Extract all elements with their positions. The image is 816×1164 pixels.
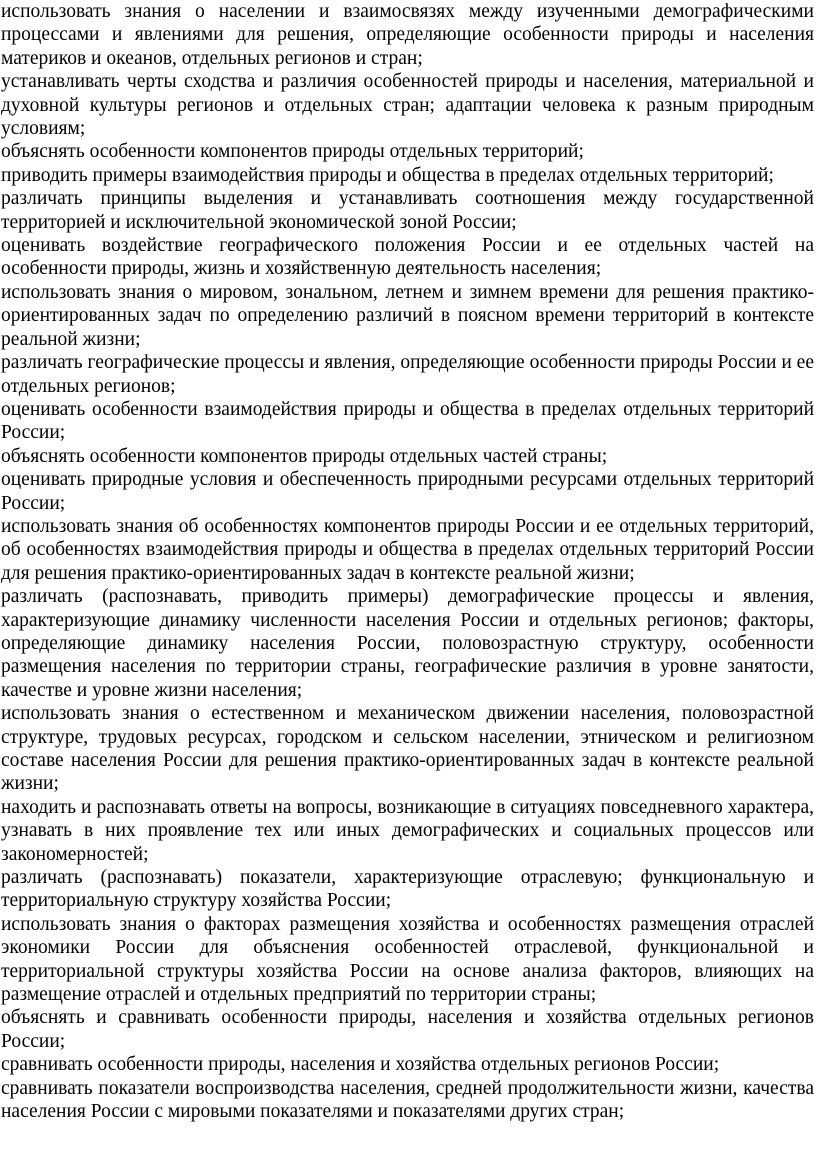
paragraph-10: объяснять особенности компонентов природы отдельных частей страны; <box>1 445 608 467</box>
paragraph-3: объяснять особенности компонентов природы отдельных территорий; <box>1 141 584 163</box>
paragraph-19: сравнивать особенности природы, населения и хозяйства отдельных регионов России; <box>1 1054 720 1076</box>
paragraph-13: различать (распознавать, приводить примеры) демографические процессы и явления, характеризующие динамику численности населения России и отдельных регионов; факторы, определяющие динамику населения России, половозрастную структуру, особенности размещения населения по территории страны, географические различия в уровне занятости, качестве и уровне жизни населения; <box>1 586 814 701</box>
paragraph-20: сравнивать показатели воспроизводства населения, средней продолжительности жизни, качества населения России с мировыми показателями и показателями других стран; <box>1 1077 814 1123</box>
paragraph-1: использовать знания о населении и взаимосвязях между изученными демографическими процессами и явлениями для решения, определяющие особенности природы и населения материков и океанов, отдельных регионов и стран; <box>1 1 814 69</box>
paragraph-8: различать географические процессы и явления, определяющие особенности природы России и ее отдельных регионов; <box>1 352 814 397</box>
paragraph-4: приводить примеры взаимодействия природы и общества в пределах отдельных территорий; <box>1 164 774 186</box>
paragraph-5: различать принципы выделения и устанавливать соотношения между государственной территорией и исключительной экономической зоной России; <box>1 188 814 233</box>
paragraph-17: использовать знания о факторах размещения хозяйства и особенностях размещения отраслей экономики России для объяснения особенностей отраслевой, функциональной и территориальной структуры хозяйства России на основе анализа факторов, влияющих на размещение отраслей и отдельных предприятий по территории страны; <box>1 913 814 1006</box>
paragraph-14: использовать знания о естественном и механическом движении населения, половозрастной структуре, трудовых ресурсах, городском и сельском населении, этническом и религиозном составе населения России для решения практико-ориентированных задач в контексте реальной жизни; <box>1 703 814 795</box>
paragraph-2: устанавливать черты сходства и различия особенностей природы и населения, материальной и духовной культуры регионов и отдельных стран; адаптации человека к разным природным условиям; <box>1 71 814 140</box>
paragraph-16: различать (распознавать) показатели, характеризующие отраслевую; функциональную и территориальную структуру хозяйства России; <box>1 867 814 912</box>
paragraph-15: находить и распознавать ответы на вопросы, возникающие в ситуациях повседневного характера, узнавать в них проявление тех или иных демографических и социальных процессов или закономерностей; <box>1 796 814 865</box>
paragraph-11: оценивать природные условия и обеспеченность природными ресурсами отдельных территорий России; <box>1 469 814 514</box>
paragraph-7: использовать знания о мировом, зональном, летнем и зимнем времени для решения практико-ориентированных задач по определению различий в поясном времени территорий в контексте реальной жизни; <box>1 281 814 350</box>
paragraph-12: использовать знания об особенностях компонентов природы России и ее отдельных территорий, об особенностях взаимодействия природы и общества в пределах отдельных территорий России для решения практико-ориентированных задач в контексте реальной жизни; <box>1 515 814 584</box>
paragraph-9: оценивать особенности взаимодействия природы и общества в пределах отдельных территорий России; <box>1 398 814 444</box>
paragraph-6: оценивать воздействие географического положения России и ее отдельных частей на особенности природы, жизнь и хозяйственную деятельность населения; <box>1 235 814 280</box>
paragraph-18: объяснять и сравнивать особенности природы, населения и хозяйства отдельных регионов России; <box>1 1007 814 1052</box>
